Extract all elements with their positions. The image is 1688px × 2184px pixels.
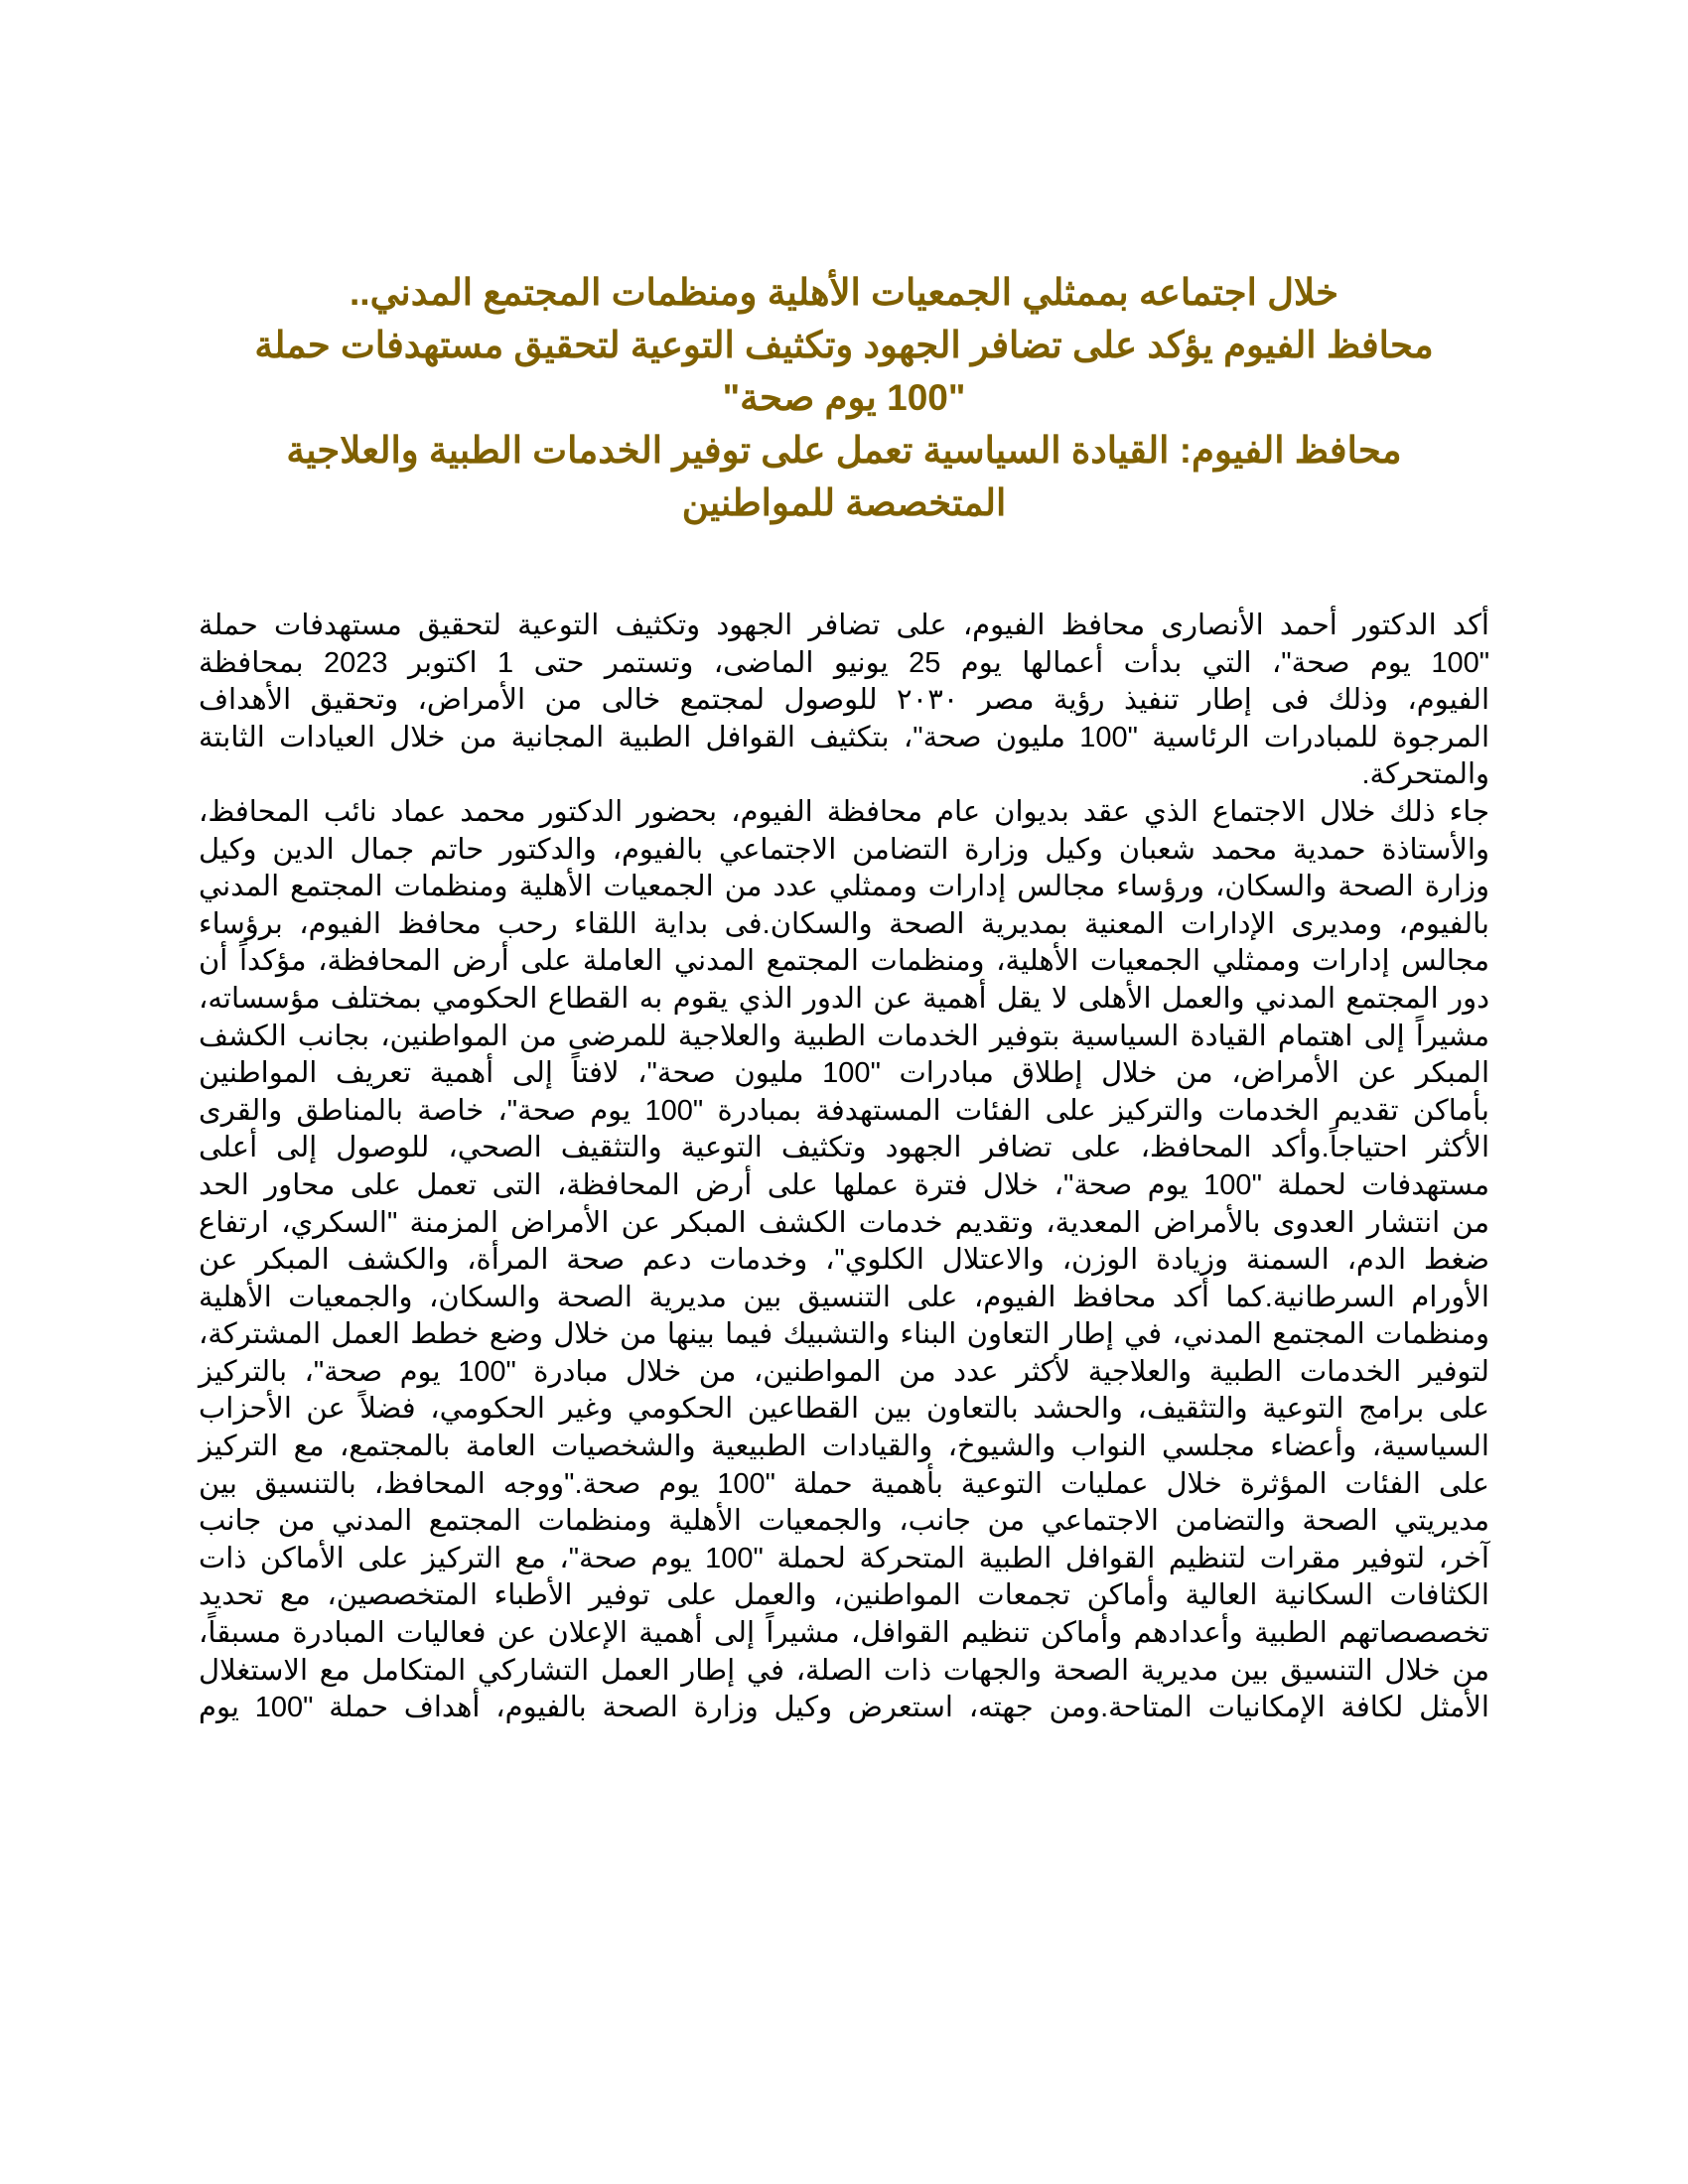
body-line: السياسية، وأعضاء مجلسي النواب والشيوخ، والقيادات الطبيعية والشخصيات العامة بالمجتمع، مع التركيز	[199, 1431, 1489, 1463]
body-line: بأماكن تقديم الخدمات والتركيز على الفئات المستهدفة بمبادرة "100 يوم صحة"، خاصة بالمناطق والقرى	[199, 1094, 1490, 1127]
body-line: جاء ذلك خلال الاجتماع الذي عقد بديوان عام محافظة الفيوم، بحضور الدكتور محمد عماد نائب المحافظ،	[199, 795, 1489, 828]
body-line: الأورام السرطانية.كما أكد محافظ الفيوم، على التنسيق بين مديرية الصحة والسكان، والجمعيات الأهلية	[199, 1281, 1489, 1313]
body-line: أكد الدكتور أحمد الأنصارى محافظ الفيوم، على تضافر الجهود وتكثيف التوعية لتحقيق مستهدفات حملة	[199, 610, 1489, 641]
body-line: مستهدفات لحملة "100 يوم صحة"، خلال فترة عملها على أرض المحافظة، التى تعمل على محاور الحد	[199, 1168, 1489, 1201]
body-line: وزارة الصحة والسكان، ورؤساء مجالس إدارات وممثلي عدد من الجمعيات الأهلية ومنظمات المجتمع المدني	[199, 871, 1489, 903]
body-line: الأكثر احتياجاً.وأكد المحافظ، على تضافر الجهود وتكثيف التوعية والتثقيف الصحي، للوصول إلى أعلى	[199, 1132, 1489, 1164]
body-line: والأستاذة حمدية محمد شعبان وكيل وزارة التضامن الاجتماعي بالفيوم، والدكتور حاتم جمال الدين وكيل	[199, 833, 1489, 866]
body-line: من خلال التنسيق بين مديرية الصحة والجهات ذات الصلة، في إطار العمل التشاركي المتكامل مع الاستغلال	[199, 1654, 1489, 1687]
body-line: المبكر عن الأمراض، من خلال إطلاق مبادرات "100 مليون صحة"، لافتاً إلى أهمية تعريف المواطنين	[199, 1057, 1489, 1090]
body-line: المرجوة للمبادرات الرئاسية "100 مليون صحة"، بتكثيف القوافل الطبية المجانية من خلال العيادات الثابتة	[199, 721, 1489, 753]
body-line: لتوفير الخدمات الطبية والعلاجية لأكثر عدد من المواطنين، من خلال مبادرة "100 يوم صحة"، بالتركيز	[199, 1355, 1489, 1388]
subheadline-line-2: المتخصصة للمواطنين	[681, 482, 1007, 523]
headline-line-1: خلال اجتماعه بممثلي الجمعيات الأهلية ومنظمات المجتمع المدني..	[350, 272, 1338, 313]
body-line: من انتشار العدوى بالأمراض المعدية، وتقديم خدمات الكشف المبكر عن الأمراض المزمنة "السكري، ارتفاع	[199, 1206, 1489, 1239]
body-line: الفيوم، وذلك فى إطار تنفيذ رؤية مصر ٢٠٣٠ للوصول لمجتمع خالى من الأمراض، وتحقيق الأهداف	[199, 684, 1490, 717]
body-line: تخصصصاتهم الطبية وأعدادهم وأماكن تنظيم القوافل، مشيراً إلى أهمية الإعلان عن فعاليات المبادرة مسبقاً،	[199, 1617, 1489, 1650]
body-line: آخر، لتوفير مقرات لتنظيم القوافل الطبية المتحركة لحملة "100 يوم صحة"، مع التركيز على الأماكن ذات	[199, 1542, 1489, 1574]
body-line: مجالس إدارات وممثلي الجمعيات الأهلية، ومنظمات المجتمع المدني العاملة على أرض المحافظة، مؤكداً أن	[199, 945, 1489, 978]
body-line: الأمثل لكافة الإمكانيات المتاحة.ومن جهته، استعرض وكيل وزارة الصحة بالفيوم، أهداف حملة "100 يوم	[199, 1692, 1489, 1724]
body-line: الكثافات السكانية العالية وأماكن تجمعات المواطنين، والعمل على توفير الأطباء المتخصصين، مع تحديد	[199, 1579, 1489, 1612]
body-line: والمتحركة.	[1361, 758, 1489, 791]
body-line: ضغط الدم، السمنة وزيادة الوزن، والاعتلال الكلوي"، وخدمات دعم صحة المرأة، والكشف المبكر عن	[199, 1244, 1489, 1277]
body-line: "100 يوم صحة"، التي بدأت أعمالها يوم 25 يونيو الماضى، وتستمر حتى 1 اكتوبر 2023 بمحافظة	[199, 646, 1489, 679]
body-line: مشيراً إلى اهتمام القيادة السياسية بتوفير الخدمات الطبية والعلاجية للمرضى من المواطنين، بجانب الكشف	[199, 1020, 1489, 1052]
article-body	[199, 608, 1489, 1727]
subheadline-line-1: محافظ الفيوم: القيادة السياسية تعمل على توفير الخدمات الطبية والعلاجية	[286, 430, 1402, 471]
body-line: مديريتي الصحة والتضامن الاجتماعي من جانب، والجمعيات الأهلية ومنظمات المجتمع المدني من جانب	[199, 1505, 1489, 1538]
headline-line-2: محافظ الفيوم يؤكد على تضافر الجهود وتكثيف التوعية لتحقيق مستهدفات حملة	[254, 325, 1434, 365]
headline-line-3: "100 يوم صحة"	[722, 377, 966, 418]
body-line: دور المجتمع المدني والعمل الأهلى لا يقل أهمية عن الدور الذي يقوم به القطاع الحكومي بمختلف مؤسساته،	[199, 982, 1489, 1015]
body-line: على برامج التوعية والتثقيف، والحشد بالتعاون بين القطاعين الحكومي وغير الحكومي، فضلاً عن الأحزاب	[199, 1393, 1489, 1426]
body-line: ومنظمات المجتمع المدني، في إطار التعاون البناء والتشبيك فيما بينها من خلال وضع خطط العمل المشتركة،	[199, 1318, 1490, 1351]
body-line: على الفئات المؤثرة خلال عمليات التوعية بأهمية حملة "100 يوم صحة."ووجه المحافظ، بالتنسيق بين	[199, 1467, 1489, 1500]
body-line: بالفيوم، ومديرى الإدارات المعنية بمديرية الصحة والسكان.فى بداية اللقاء رحب محافظ الفيوم، برؤساء	[199, 907, 1489, 940]
headline	[199, 266, 1489, 529]
